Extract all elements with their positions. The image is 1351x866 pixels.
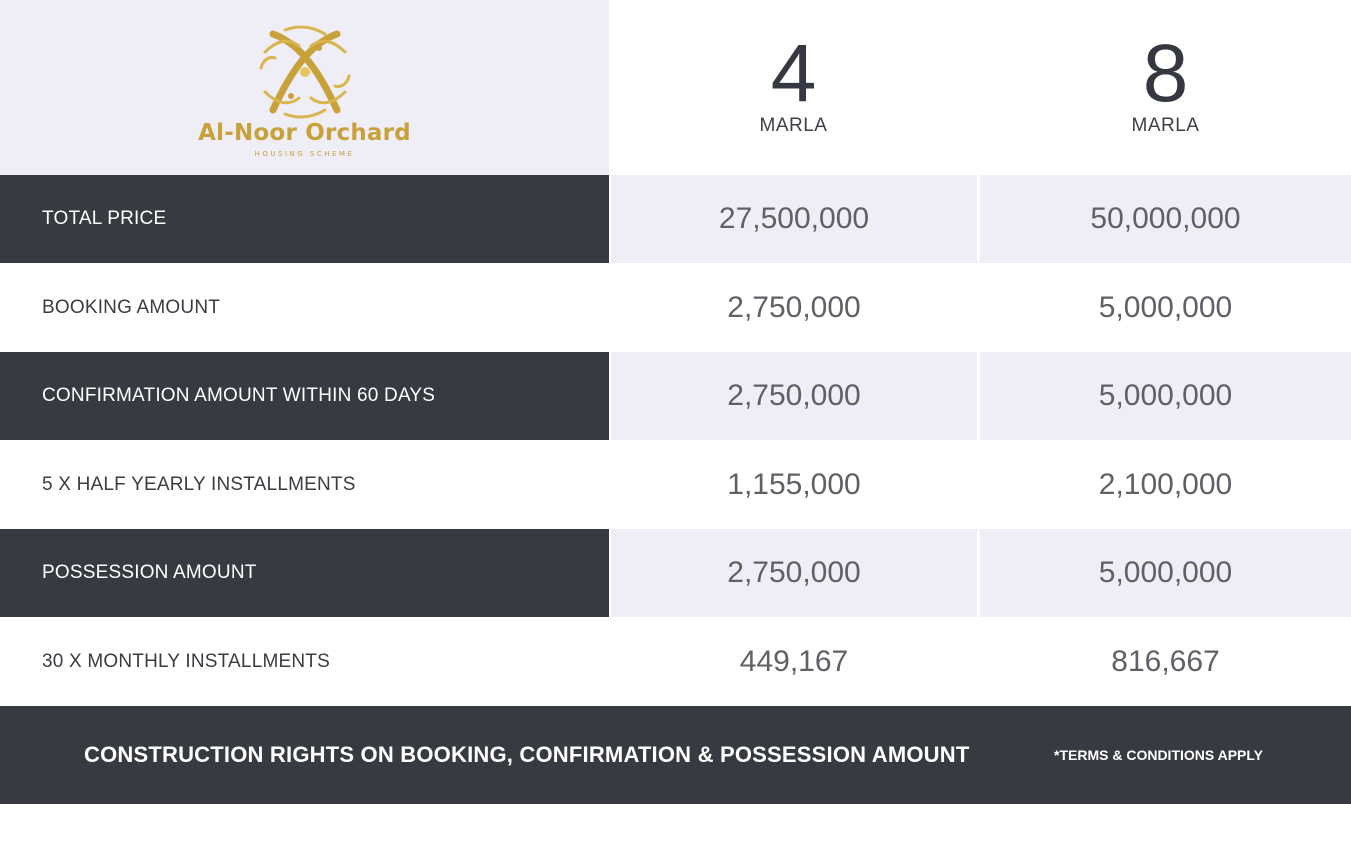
column-header-4-marla (609, 0, 978, 175)
logo-cell (0, 0, 609, 175)
value-8-marla: 5,000,000 (980, 529, 1351, 617)
table-header (0, 0, 1351, 175)
value-4-marla: 2,750,000 (611, 529, 977, 617)
row-label: TOTAL PRICE (0, 175, 609, 263)
row-label: POSSESSION AMOUNT (0, 529, 609, 617)
value-4-marla: 449,167 (611, 618, 977, 706)
column-header-8-marla (980, 0, 1351, 175)
value-8-marla: 5,000,000 (980, 264, 1351, 352)
row-confirmation-amount (0, 352, 1351, 440)
row-half-yearly-installments (0, 441, 1351, 529)
row-label: CONFIRMATION AMOUNT WITHIN 60 DAYS (0, 352, 609, 440)
row-total-price (0, 175, 1351, 263)
terms-note: *TERMS & CONDITIONS APPLY (1054, 747, 1263, 763)
logo-name: Al-Noor Orchard (198, 120, 411, 146)
row-possession-amount (0, 529, 1351, 617)
plot-size-number: 8 (1142, 28, 1189, 119)
row-label: 5 X HALF YEARLY INSTALLMENTS (0, 441, 609, 529)
value-4-marla: 2,750,000 (611, 352, 977, 440)
value-8-marla: 50,000,000 (980, 175, 1351, 263)
logo-tagline: HOUSING SCHEME (254, 150, 355, 158)
value-4-marla: 2,750,000 (611, 264, 977, 352)
row-label: BOOKING AMOUNT (0, 264, 609, 352)
plot-size-number: 4 (770, 28, 817, 119)
row-booking-amount (0, 264, 1351, 352)
footer-banner (0, 706, 1351, 804)
plot-size-unit: MARLA (759, 115, 828, 136)
value-4-marla: 27,500,000 (611, 175, 977, 263)
row-label: 30 X MONTHLY INSTALLMENTS (0, 618, 609, 706)
value-4-marla: 1,155,000 (611, 441, 977, 529)
row-monthly-installments (0, 618, 1351, 706)
value-8-marla: 816,667 (980, 618, 1351, 706)
construction-rights-note: CONSTRUCTION RIGHTS ON BOOKING, CONFIRMATION & POSSESSION AMOUNT (84, 742, 970, 767)
logo-emblem-icon (255, 22, 355, 122)
value-8-marla: 5,000,000 (980, 352, 1351, 440)
plot-size-unit: MARLA (1131, 115, 1200, 136)
value-8-marla: 2,100,000 (980, 441, 1351, 529)
